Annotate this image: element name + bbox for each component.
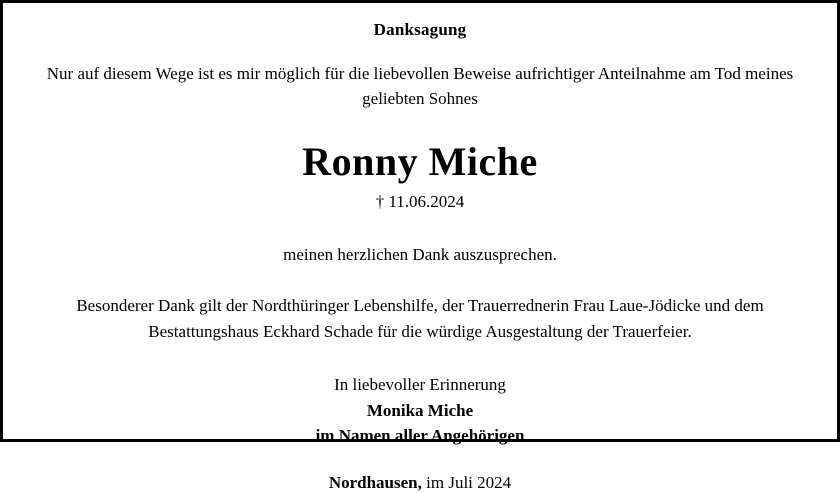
intro-line-2: geliebten Sohnes <box>362 89 478 109</box>
thanks-text: meinen herzlichen Dank auszusprechen. <box>283 245 557 265</box>
place-date: im Juli 2024 <box>421 472 512 492</box>
deceased-name: Ronny Miche <box>302 138 538 184</box>
special-thanks-text <box>31 293 809 344</box>
memory-intro: In liebevoller Erinnerung <box>334 375 506 395</box>
place-and-date <box>31 473 809 493</box>
special-thanks-line-1: Besonderer Dank gilt der Nordthüringer Lebenshilfe, der Trauerrednerin Frau Laue-Jödicke und dem <box>76 296 764 316</box>
place-city: Nordhausen, <box>328 472 422 492</box>
intro-text <box>31 62 809 111</box>
special-thanks-line-2: Bestattungshaus Eckhard Schade für die würdige Ausgestaltung der Trauerfeier. <box>148 321 692 341</box>
death-date: † 11.06.2024 <box>375 191 465 211</box>
notice-title: Danksagung <box>373 20 467 39</box>
memory-on-behalf: im Namen aller Angehörigen <box>315 426 525 446</box>
memory-block <box>31 372 809 449</box>
intro-line-1: Nur auf diesem Wege ist es mir möglich für die liebevollen Beweise aufrichtiger Anteilnahme am Tod meines <box>46 64 794 84</box>
memory-signer-name: Monika Miche <box>366 400 474 420</box>
